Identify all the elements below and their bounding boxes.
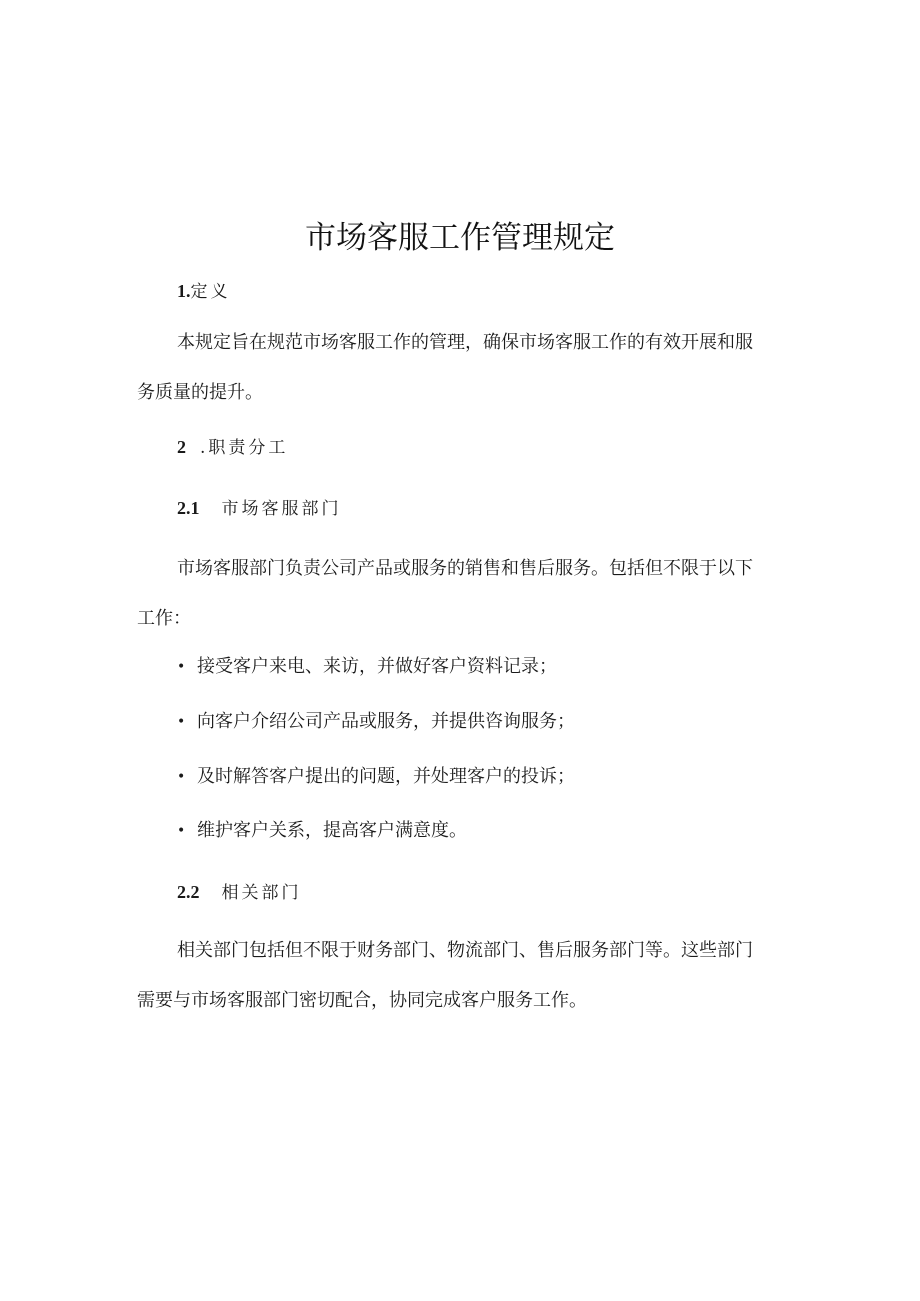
list-item-text: 及时解答客户提出的问题，并处理客户的投诉； (197, 766, 575, 787)
list-item-text: 维护客户关系，提高客户满意度。 (197, 820, 467, 841)
section-1-paragraph: 本规定旨在规范市场客服工作的管理，确保市场客服工作的有效开展和服务质量的提升。 (137, 332, 753, 403)
subsection-2-2-title: 相关部门 (221, 883, 302, 903)
section-1-number: 1. (177, 281, 191, 301)
section-2-number: 2 (177, 437, 186, 457)
subsection-2-2-number: 2.2 (177, 882, 200, 902)
subsection-2-2-heading (177, 880, 302, 905)
list-item (177, 709, 575, 735)
list-item-text: 接受客户来电、来访，并做好客户资料记录； (197, 656, 557, 677)
document-title: 市场客服工作管理规定 (305, 220, 615, 256)
bullet-icon: • (177, 714, 186, 730)
list-item (177, 818, 467, 844)
section-1-heading (177, 279, 231, 304)
section-2-title: .职责分工 (200, 438, 289, 458)
bullet-icon: • (177, 659, 186, 675)
list-item (177, 654, 557, 680)
bullet-icon: • (177, 823, 186, 839)
list-item (177, 764, 575, 790)
subsection-2-1-paragraph: 市场客服部门负责公司产品或服务的销售和售后服务。包括但不限于以下工作： (137, 558, 753, 629)
section-1-title: 定义 (190, 282, 231, 302)
subsection-2-1-heading (177, 496, 342, 521)
subsection-2-2-paragraph: 相关部门包括但不限于财务部门、物流部门、售后服务部门等。这些部门需要与市场客服部门密切配合，协同完成客户服务工作。 (137, 940, 753, 1011)
section-2-heading (177, 435, 288, 460)
subsection-2-1-title: 市场客服部门 (221, 499, 342, 519)
subsection-2-1-number: 2.1 (177, 498, 200, 518)
list-item-text: 向客户介绍公司产品或服务，并提供咨询服务； (197, 711, 575, 732)
bullet-icon: • (177, 769, 186, 785)
